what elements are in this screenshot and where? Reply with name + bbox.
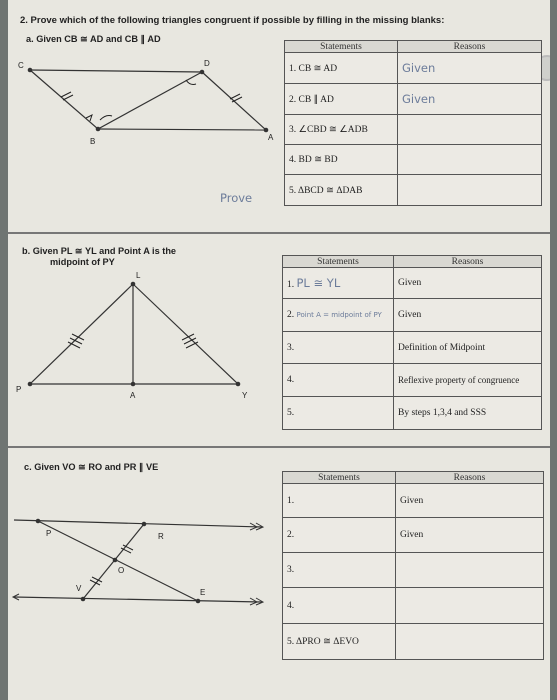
statement-cell[interactable]: 1. PL ≅ YL <box>283 268 394 299</box>
label-point-v: V <box>76 584 82 593</box>
label-point-p: P <box>46 529 52 538</box>
statement-cell[interactable]: 2. Point A = midpoint of PY <box>283 299 394 332</box>
problem-title: 2. Prove which of the following triangles congruent if possible by filling in the missing blanks: <box>20 15 445 26</box>
statement-cell[interactable]: 4. <box>283 588 396 624</box>
part-a-given: a. Given CB ≅ AD and CB ∥ AD <box>26 34 161 44</box>
reason-cell[interactable]: Given <box>396 518 544 553</box>
statement-cell[interactable]: 4. BD ≅ BD <box>285 145 398 175</box>
statement-cell[interactable]: 1. <box>283 484 396 518</box>
reason-cell[interactable]: By steps 1,3,4 and SSS <box>394 397 542 430</box>
label-point-e: E <box>200 588 206 597</box>
section-divider <box>8 446 550 448</box>
reason-cell[interactable]: Reflexive property of congruence <box>394 364 542 397</box>
reason-cell[interactable]: Definition of Midpoint <box>394 332 542 364</box>
handwritten-prove: Prove <box>220 191 253 205</box>
reasons-header: Reasons <box>398 41 542 53</box>
statement-cell[interactable]: 2. CB ∥ AD <box>285 84 398 115</box>
label-point-o: O <box>118 566 125 575</box>
label-point-c: C <box>18 61 24 70</box>
section-divider <box>8 232 550 234</box>
statement-cell[interactable]: 4. <box>283 364 394 397</box>
label-point-l: L <box>136 271 141 280</box>
statement-cell[interactable]: 3. ∠CBD ≅ ∠ADB <box>285 115 398 145</box>
reason-cell[interactable] <box>396 588 544 624</box>
statements-header: Statements <box>285 41 398 53</box>
proof-table-a <box>284 40 542 206</box>
statement-cell[interactable]: 2. <box>283 518 396 553</box>
statement-cell[interactable]: 3. <box>283 553 396 588</box>
reasons-header: Reasons <box>396 472 544 484</box>
statements-header: Statements <box>283 256 394 268</box>
reason-cell[interactable]: Given <box>398 84 542 115</box>
reason-cell[interactable] <box>398 115 542 145</box>
reason-cell[interactable] <box>396 624 544 660</box>
statement-cell[interactable]: 5. ΔPRO ≅ ΔEVO <box>283 624 396 660</box>
reasons-header: Reasons <box>394 256 542 268</box>
label-point-a: A <box>268 133 274 142</box>
reason-cell[interactable]: Given <box>394 268 542 299</box>
statement-cell[interactable]: 3. <box>283 332 394 364</box>
part-a-diagram <box>8 50 288 160</box>
part-b-diagram <box>8 268 278 408</box>
worksheet-page <box>8 0 550 700</box>
label-point-b: B <box>90 137 96 146</box>
statement-cell[interactable]: 1. CB ≅ AD <box>285 53 398 84</box>
reason-cell[interactable] <box>396 553 544 588</box>
label-point-a: A <box>130 391 136 400</box>
proof-table-b <box>282 255 542 430</box>
part-c-diagram <box>8 505 278 615</box>
label-point-r: R <box>158 532 164 541</box>
statement-cell[interactable]: 5. <box>283 397 394 430</box>
part-b-given: b. Given PL ≅ YL and Point A is the midpoint of PY <box>22 246 177 267</box>
proof-table-c <box>282 471 544 660</box>
label-point-p: P <box>16 385 22 394</box>
reason-cell[interactable]: Given <box>398 53 542 84</box>
statements-header: Statements <box>283 472 396 484</box>
reason-cell[interactable]: Given <box>394 299 542 332</box>
reason-cell[interactable]: Given <box>396 484 544 518</box>
reason-cell[interactable] <box>398 145 542 175</box>
part-c-given: c. Given VO ≅ RO and PR ∥ VE <box>24 462 159 472</box>
label-point-d: D <box>204 59 210 68</box>
statement-cell[interactable]: 5. ΔBCD ≅ ΔDAB <box>285 175 398 206</box>
label-point-y: Y <box>242 391 248 400</box>
reason-cell[interactable] <box>398 175 542 206</box>
